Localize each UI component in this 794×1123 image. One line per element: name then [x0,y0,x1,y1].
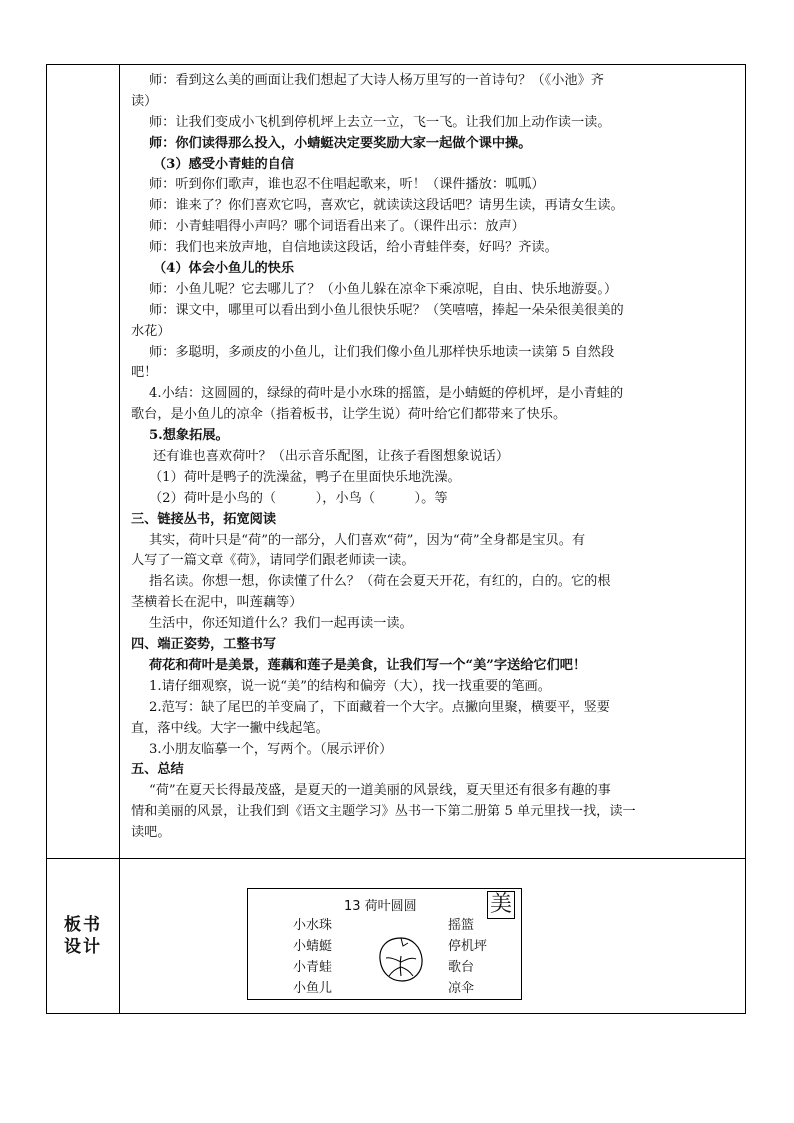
lesson-line: 师：听到你们歌声，谁也忍不住唱起歌来，听！（课件播放：呱呱） [149,177,545,193]
lesson-line: 师：多聪明，多顽皮的小鱼儿，让们我们像小鱼儿那样快乐地读一读第 5 自然段 [149,344,615,360]
board-left-item: 小青蛙 [293,960,333,975]
lesson-line: 歌台，是小鱼儿的凉伞（指着板书，让学生说）荷叶给它们都带来了快乐。 [131,407,567,423]
character-grid: 美 [487,891,515,919]
lesson-line: 3.小朋友临摹一个，写两个。（展示评价） [149,741,393,757]
lesson-line: 四、端正姿势，工整书写 [131,637,277,653]
lesson-line: 师：你们读得那么投入，小蜻蜓决定要奖励大家一起做个课中操。 [149,135,532,151]
lesson-content [131,71,737,856]
lesson-line: 其实，荷叶只是“荷”的一部分，人们喜欢“荷”，因为“荷”全身都是宝贝。有 [149,532,586,548]
lesson-line: 人写了一篇文章《荷》，请同学们跟老师读一读。 [131,553,415,569]
column-divider [119,65,120,1013]
lesson-line: 5.想象拓展。 [149,428,229,444]
board-design-label [47,858,119,1014]
lesson-line: （3）感受小青蛙的自信 [153,156,295,172]
lesson-line: 指名读。你想一想，你读懂了什么？（荷在会夏天开花，有红的，白的。它的根 [149,574,611,590]
lesson-line: （2）荷叶是小鸟的（ ），小鸟（ ）。等 [149,490,448,506]
lesson-line: 师：让我们变成小飞机到停机坪上去立一立，飞一飞。让我们加上动作读一读。 [149,114,611,130]
lesson-line: 1.请仔细观察，说一说“美”的结构和偏旁（大），找一找重要的笔画。 [149,678,551,694]
lesson-line: 2.范写：缺了尾巴的羊变扁了，下面藏着一个大字。点撇向里聚，横要平，竖要 [149,699,610,715]
lesson-line: 读） [131,93,158,109]
lesson-line: 师：小鱼儿呢？它去哪儿了？（小鱼儿躲在凉伞下乘凉呢，自由、快乐地游耍。） [149,281,618,297]
board-title: 13 荷叶圆圆 [344,899,417,914]
board-label-line: 设计 [64,937,102,957]
lesson-line: 师：看到这么美的画面让我们想起了大诗人杨万里写的一首诗句？（《小池》齐 [149,73,604,88]
board-left-item: 小水珠 [293,918,333,933]
lesson-line: 师：谁来了？你们喜欢它吗，喜欢它，就读读这段话吧？请男生读，再请女生读。 [149,198,624,214]
lesson-line: 生活中，你还知道什么？我们一起再读一读。 [149,616,413,632]
lesson-line: （1）荷叶是鸭子的洗澡盆，鸭子在里面快乐地洗澡。 [149,469,461,485]
lesson-line: 茎横着长在泥中，叫莲藕等） [131,595,303,611]
lesson-line: “荷”在夏天长得最茂盛，是夏天的一道美丽的风景线，夏天里还有很多有趣的事 [149,783,611,799]
lesson-line: 师：我们也来放声地，自信地读这段话，给小青蛙伴奏，好吗？齐读。 [149,240,558,256]
lesson-table [46,64,746,1014]
lesson-line: 还有谁也喜欢荷叶？（出示音乐配图，让孩子看图想象说话） [153,449,510,465]
lesson-line: 荷花和荷叶是美景，莲藕和莲子是美食，让我们写一个“美”字送给它们吧！ [149,657,587,673]
lesson-line: 读吧。 [131,825,171,841]
row-divider [47,858,745,859]
lesson-line: 五、总结 [131,762,184,778]
board-left-item: 小蜻蜓 [293,939,333,954]
lesson-line: 吧！ [131,365,158,381]
board-right-item: 摇篮 [448,918,475,933]
lesson-line: 直，落中线。大字一撇中线起笔。 [131,720,329,736]
lesson-line: 4.小结：这圆圆的，绿绿的荷叶是小水珠的摇篮，是小蜻蜓的停机坪，是小青蛙的 [149,386,624,402]
lesson-line: 情和美丽的风景，让我们到《语文主题学习》丛书一下第二册第 5 单元里找一找，读一 [131,804,636,820]
lesson-line: 师：课文中，哪里可以看出到小鱼儿很快乐呢？（笑嘻嘻，捧起一朵朵很美很美的 [149,302,624,318]
lesson-line: 师：小青蛙唱得小声吗？哪个词语看出来了。（课件出示：放声） [149,219,525,235]
blackboard-design [247,888,522,1000]
lotus-leaf-icon [373,932,429,988]
board-right-item: 凉伞 [448,981,475,996]
board-right-item: 歌台 [448,960,475,975]
lesson-line: 水花） [131,323,171,339]
board-left-item: 小鱼儿 [293,981,333,996]
board-label-line: 板书 [64,915,102,935]
lesson-line: 三、链接丛书，拓宽阅读 [131,511,277,527]
board-right-item: 停机坪 [448,939,488,954]
lesson-line: （4）体会小鱼儿的快乐 [153,261,295,277]
